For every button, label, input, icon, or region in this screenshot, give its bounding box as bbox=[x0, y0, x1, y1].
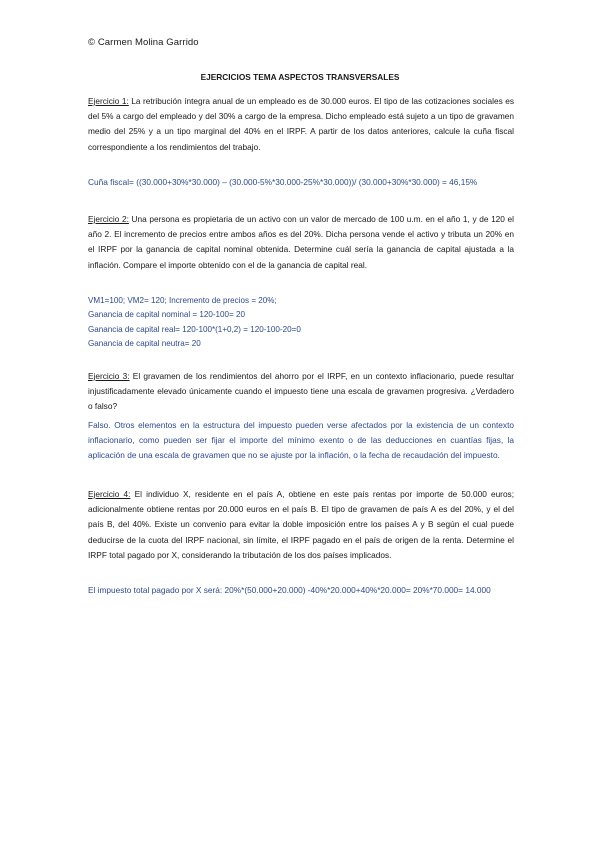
exercise-2-answer-line: VM1=100; VM2= 120; Incremento de precios = 20%; bbox=[88, 296, 277, 305]
exercise-2-question bbox=[88, 212, 514, 273]
author-copyright: © Carmen Molina Garrido bbox=[88, 37, 199, 48]
exercise-2-answer-line: Ganancia de capital real= 120-100*(1+0,2) = 120-100-20=0 bbox=[88, 324, 301, 334]
exercise-1-text: La retribución íntegra anual de un empleado es de 30.000 euros. El tipo de las cotizaciones sociales es del 5% a cargo del empleado y del 30% a cargo de la empresa. Dicho empleado está sujeto a un tipo de gravamen medio del 25% y a un tipo marginal del 40% en el IRPF. A partir de los datos anteriores, calcule la cuña fiscal correspondiente a los rendimientos del trabajo. bbox=[88, 96, 514, 152]
exercise-2-label: Ejercicio 2: bbox=[88, 214, 129, 224]
exercise-2-answer-line: Ganancia de capital nominal = 120-100= 20 bbox=[88, 310, 246, 320]
exercise-3-text: El gravamen de los rendimientos del ahorro por el IRPF, en un contexto inflacionario, puede resultar injustificadamente elevado únicamente cuando el impuesto tiene una escala de gravamen progresiva. ¿Verdadero o falso? bbox=[88, 371, 514, 412]
exercise-1-question bbox=[88, 94, 514, 155]
exercise-3-question bbox=[88, 369, 514, 415]
exercise-1-answer: Cuña fiscal= ((30.000+30%*30.000) – (30.000-5%*30.000-25%*30.000))/ (30.000+30%*30.000) = 46,15% bbox=[88, 177, 478, 187]
exercise-4-label: Ejercicio 4: bbox=[88, 489, 131, 499]
exercise-4-text: El individuo X, residente en el país A, obtiene en este país rentas por importe de 50.000 euros; adicionalmente obtiene rentas por 20.000 euros en el país B. El tipo de gravamen de país A es del 20%, y el del país B, del 40%. Existe un convenio para evitar la doble imposición entre los países A y B según el cual puede deducirse de la cuota del IRPF nacional, sin límite, el IRPF pagado en el país de origen de la renta. Determine el IRPF total pagado por X, considerando la tributación de los dos países implicados. bbox=[88, 489, 515, 560]
document-title: EJERCICIOS TEMA ASPECTOS TRANSVERSALES bbox=[200, 72, 400, 82]
exercise-4-answer: El impuesto total pagado por X será: 20%*(50.000+20.000) -40%*20.000+40%*20.000= 20%*70.000= 14.000 bbox=[88, 585, 491, 595]
exercise-1-label: Ejercicio 1: bbox=[88, 96, 129, 106]
exercise-3-answer: Falso. Otros elementos en la estructura del impuesto pueden verse afectados por la existencia de un contexto inflacionario, como pueden ser fijar el importe del mínimo exento o de las deducciones en cuantías fijas, la aplicación de una escala de gravamen que no se ajuste por la inflación, o la fecha de recaudación del impuesto. bbox=[88, 420, 514, 461]
exercise-2-text: Una persona es propietaria de un activo con un valor de mercado de 100 u.m. en el año 1, y de 120 el año 2. El incremento de precios entre ambos años es del 20%. Dicha persona vende el activo y tributa un 20% en el IRPF por la ganancia de capital nominal obtenida. Determine cuál sería la ganancia de capital ajustada a la inflación. Compare el importe obtenido con el de la ganancia de capital real. bbox=[88, 214, 514, 270]
exercise-4-question bbox=[88, 487, 514, 563]
exercise-2-answer bbox=[88, 294, 514, 352]
exercise-3-label: Ejercicio 3: bbox=[88, 371, 130, 381]
exercise-2-answer-line: Ganancia de capital neutra= 20 bbox=[88, 339, 201, 349]
